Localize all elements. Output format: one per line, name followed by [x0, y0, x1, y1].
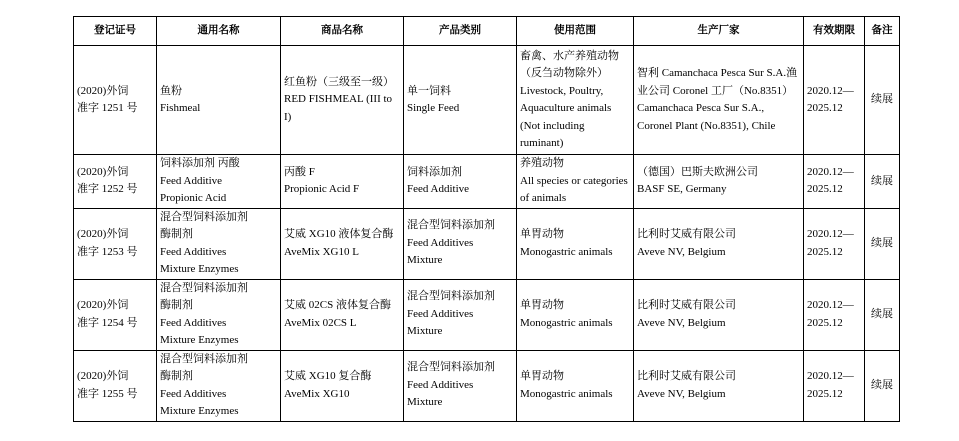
category-line: Mixture — [407, 325, 443, 338]
scope-line: All species or categories of animals — [520, 174, 628, 204]
category-line: Feed Additives — [407, 236, 474, 249]
note-cell: 续展 — [865, 208, 900, 279]
scope-line: 畜禽、水产养殖动物（反刍动物除外） — [520, 49, 619, 79]
note-cell: 续展 — [865, 279, 900, 350]
cert-line: 准字 1253 号 — [77, 245, 138, 258]
category-line: 单一饲料 — [407, 84, 451, 97]
header-manufacturer: 生产厂家 — [634, 17, 804, 46]
table-row — [74, 46, 900, 155]
cert-line: (2020)外饲 — [77, 228, 129, 240]
trade-line: 艾威 02CS 液体复合酶 — [284, 299, 391, 311]
cert-no-cell — [74, 46, 157, 155]
maker-line: 比利时艾威有限公司 — [637, 299, 736, 311]
maker-line: Aveve NV, Belgium — [637, 245, 726, 258]
trade-line: RED FISHMEAL (III to I) — [284, 93, 393, 123]
cert-no-cell — [74, 155, 157, 209]
cert-line: 准字 1254 号 — [77, 316, 138, 329]
category-cell — [404, 46, 517, 155]
generic-line: 混合型饲料添加剂 — [160, 281, 248, 294]
scope-cell — [517, 155, 634, 209]
maker-line: 比利时艾威有限公司 — [637, 370, 736, 382]
trade-name-cell — [281, 208, 404, 279]
maker-line: 比利时艾威有限公司 — [637, 228, 736, 240]
note-cell: 续展 — [865, 155, 900, 209]
validity-line: 2025.12 — [807, 245, 843, 258]
cert-line: (2020)外饲 — [77, 165, 129, 178]
generic-line: 鱼粉 — [160, 84, 182, 97]
header-product-category: 产品类别 — [404, 17, 517, 46]
table-row — [74, 279, 900, 350]
scope-line: 养殖动物 — [520, 157, 564, 169]
manufacturer-cell — [634, 350, 804, 421]
header-generic-name: 通用名称 — [157, 17, 281, 46]
cert-line: (2020)外饲 — [77, 299, 129, 311]
scope-line: Monogastric animals — [520, 387, 613, 400]
trade-line: Propionic Acid F — [284, 183, 360, 196]
category-line: 混合型饲料添加剂 — [407, 361, 495, 374]
trade-name-cell — [281, 46, 404, 155]
trade-line: 艾威 XG10 复合酶 — [284, 370, 372, 382]
validity-line: 2020.12— — [807, 84, 854, 97]
scope-cell — [517, 279, 634, 350]
validity-cell — [804, 279, 865, 350]
generic-name-cell — [157, 279, 281, 350]
category-line: Feed Additives — [407, 378, 474, 391]
category-cell — [404, 350, 517, 421]
generic-line: 混合型饲料添加剂 — [160, 210, 248, 223]
generic-line: Feed Additive — [160, 174, 223, 187]
scope-cell — [517, 208, 634, 279]
generic-line: Feed Additives — [160, 316, 227, 329]
validity-cell — [804, 155, 865, 209]
scope-line: Livestock, Poultry, Aquaculture animals (Not including ruminant) — [520, 84, 612, 149]
category-cell — [404, 208, 517, 279]
cert-line: 准字 1251 号 — [77, 102, 138, 114]
cert-no-cell — [74, 208, 157, 279]
category-line: Single Feed — [407, 102, 460, 114]
validity-cell — [804, 350, 865, 421]
cert-line: (2020)外饲 — [77, 84, 129, 97]
category-line: Mixture — [407, 254, 443, 267]
trade-line: AveMix XG10 — [284, 387, 350, 400]
validity-line: 2025.12 — [807, 316, 843, 329]
registration-table — [73, 16, 900, 422]
scope-line: Monogastric animals — [520, 245, 613, 258]
scope-cell — [517, 350, 634, 421]
generic-line: 饲料添加剂 丙酸 — [160, 157, 240, 169]
cert-line: 准字 1255 号 — [77, 387, 138, 400]
category-line: Feed Additives — [407, 307, 474, 320]
manufacturer-cell — [634, 208, 804, 279]
header-row — [74, 17, 900, 46]
trade-line: AveMix 02CS L — [284, 316, 357, 329]
generic-name-cell — [157, 155, 281, 209]
manufacturer-cell — [634, 46, 804, 155]
validity-line: 2020.12— — [807, 299, 854, 311]
validity-line: 2025.12 — [807, 183, 843, 196]
generic-line: Mixture Enzymes — [160, 263, 239, 275]
header-cert-no: 登记证号 — [74, 17, 157, 46]
category-line: 饲料添加剂 — [407, 165, 462, 178]
header-note: 备注 — [865, 17, 900, 46]
generic-name-cell — [157, 46, 281, 155]
scope-line: 单胃动物 — [520, 299, 564, 311]
maker-line: 智利 Camanchaca Pesca Sur S.A.渔业公司 Coronel 工厂（No.8351） — [637, 67, 798, 97]
generic-line: Mixture Enzymes — [160, 405, 239, 417]
category-cell — [404, 155, 517, 209]
category-cell — [404, 279, 517, 350]
cert-no-cell — [74, 279, 157, 350]
generic-line: Feed Additives — [160, 245, 227, 258]
generic-name-cell — [157, 350, 281, 421]
header-trade-name: 商品名称 — [281, 17, 404, 46]
scope-line: 单胃动物 — [520, 228, 564, 240]
cert-no-cell — [74, 350, 157, 421]
table-row — [74, 350, 900, 421]
manufacturer-cell — [634, 155, 804, 209]
generic-line: 酶制剂 — [160, 299, 193, 311]
maker-line: BASF SE, Germany — [637, 183, 727, 196]
trade-line: 丙酸 F — [284, 165, 315, 178]
manufacturer-cell — [634, 279, 804, 350]
generic-line: 混合型饲料添加剂 — [160, 352, 248, 365]
table-row — [74, 208, 900, 279]
category-line: 混合型饲料添加剂 — [407, 219, 495, 232]
generic-line: Propionic Acid — [160, 192, 227, 204]
validity-line: 2020.12— — [807, 165, 854, 178]
generic-name-cell — [157, 208, 281, 279]
cert-line: 准字 1252 号 — [77, 183, 138, 196]
generic-line: 酶制剂 — [160, 370, 193, 382]
validity-line: 2020.12— — [807, 228, 854, 240]
validity-line: 2025.12 — [807, 387, 843, 400]
trade-name-cell — [281, 155, 404, 209]
trade-line: 艾威 XG10 液体复合酶 — [284, 228, 394, 240]
trade-line: 红鱼粉（三级至一级） — [284, 75, 394, 88]
category-line: Mixture — [407, 396, 443, 409]
validity-line: 2025.12 — [807, 102, 843, 114]
header-usage-scope: 使用范围 — [517, 17, 634, 46]
validity-cell — [804, 46, 865, 155]
trade-name-cell — [281, 350, 404, 421]
maker-line: （德国）巴斯夫欧洲公司 — [637, 165, 758, 178]
header-validity: 有效期限 — [804, 17, 865, 46]
maker-line: Aveve NV, Belgium — [637, 387, 726, 400]
note-cell: 续展 — [865, 350, 900, 421]
note-cell: 续展 — [865, 46, 900, 155]
scope-cell — [517, 46, 634, 155]
maker-line: Aveve NV, Belgium — [637, 316, 726, 329]
scope-line: Monogastric animals — [520, 316, 613, 329]
category-line: Feed Additive — [407, 183, 470, 196]
maker-line: Camanchaca Pesca Sur S.A., Coronel Plant (No.8351), Chile — [637, 102, 776, 132]
trade-line: AveMix XG10 L — [284, 245, 359, 258]
validity-line: 2020.12— — [807, 370, 854, 382]
validity-cell — [804, 208, 865, 279]
generic-line: 酶制剂 — [160, 228, 193, 240]
cert-line: (2020)外饲 — [77, 370, 129, 382]
trade-name-cell — [281, 279, 404, 350]
generic-line: Fishmeal — [160, 102, 201, 114]
scope-line: 单胃动物 — [520, 370, 564, 382]
category-line: 混合型饲料添加剂 — [407, 290, 495, 303]
generic-line: Feed Additives — [160, 387, 227, 400]
generic-line: Mixture Enzymes — [160, 334, 239, 346]
table-row — [74, 155, 900, 209]
